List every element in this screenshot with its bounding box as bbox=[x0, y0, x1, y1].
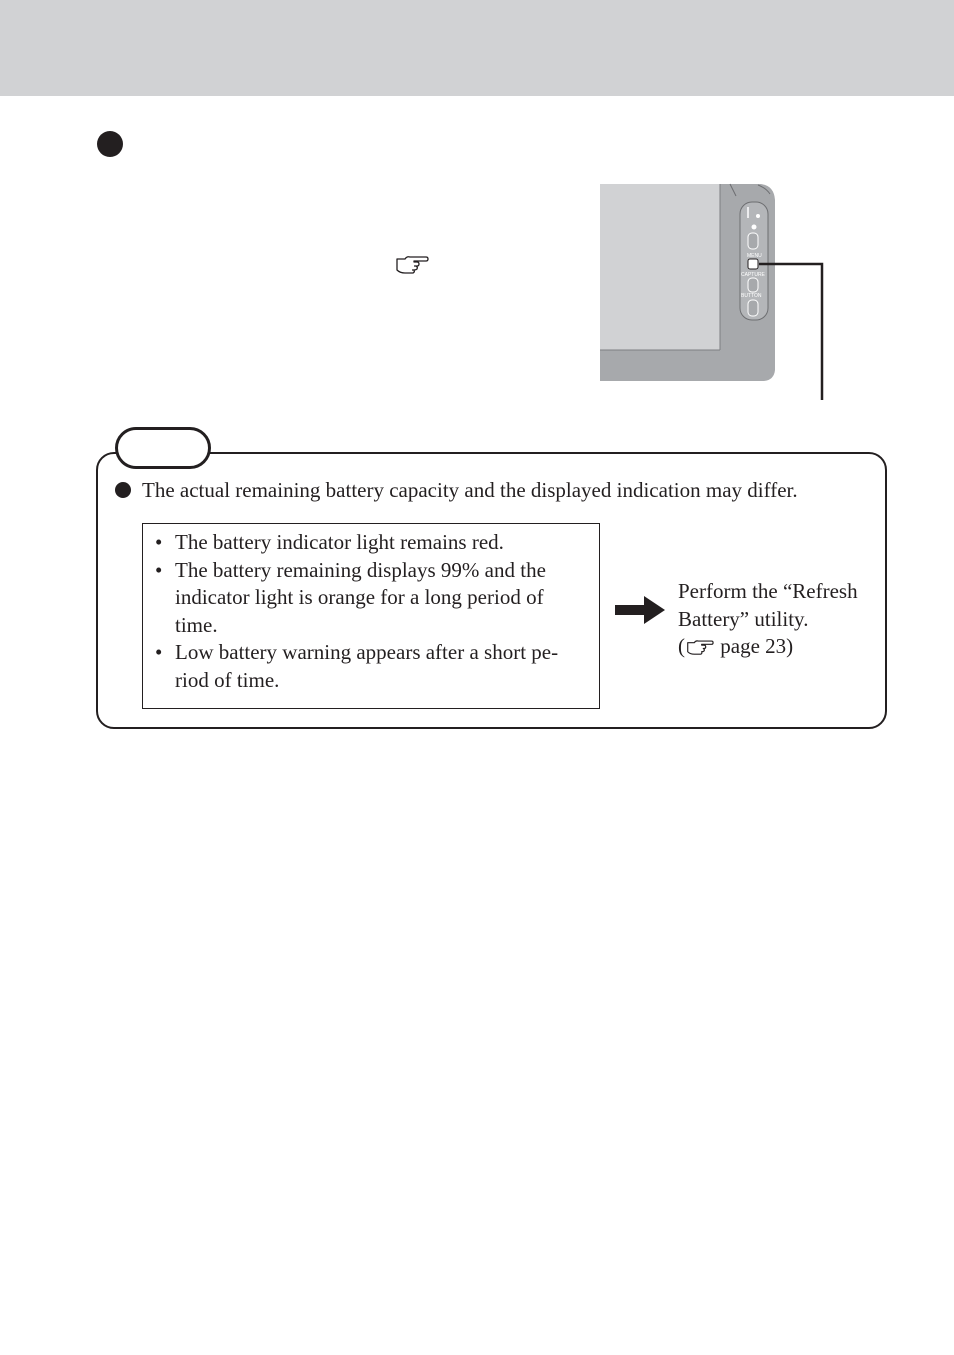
bullet-dot-icon bbox=[115, 482, 131, 498]
bullet-char: • bbox=[155, 640, 163, 664]
action-text bbox=[678, 578, 888, 661]
action-line-2: Battery” utility. bbox=[678, 606, 809, 631]
note-tab bbox=[115, 427, 211, 469]
condition-line: indicator light is orange for a long period of bbox=[175, 585, 544, 609]
action-ref-open: ( bbox=[678, 634, 685, 658]
condition-item bbox=[155, 639, 587, 694]
condition-line: The battery indicator light remains red. bbox=[175, 530, 504, 554]
note-main-text: The actual remaining battery capacity and the displayed indication may differ. bbox=[142, 478, 798, 502]
pointing-hand-icon bbox=[685, 637, 715, 655]
pointing-hand-icon bbox=[395, 252, 429, 274]
condition-line: time. bbox=[175, 612, 218, 637]
tablet-device-illustration bbox=[598, 182, 828, 402]
note-item bbox=[115, 476, 875, 504]
conditions-list bbox=[155, 529, 587, 694]
condition-item bbox=[155, 529, 587, 557]
section-bullet-icon bbox=[97, 131, 123, 157]
right-arrow-icon bbox=[614, 595, 666, 625]
device-capture-label: CAPTURE bbox=[741, 272, 765, 278]
header-band bbox=[0, 0, 954, 96]
action-ref-page: page 23) bbox=[715, 634, 794, 658]
action-line-1: Perform the “Refresh bbox=[678, 579, 858, 603]
device-menu-label: MENU bbox=[747, 253, 762, 259]
bullet-char: • bbox=[155, 530, 163, 554]
bullet-char: • bbox=[155, 557, 163, 582]
conditions-box bbox=[142, 523, 600, 709]
condition-line: The battery remaining displays 99% and the bbox=[175, 557, 546, 582]
condition-line: riod of time. bbox=[175, 667, 280, 692]
condition-line: Low battery warning appears after a short pe- bbox=[175, 640, 559, 664]
action-page-ref bbox=[678, 633, 888, 661]
device-button-label: BUTTON bbox=[741, 293, 762, 299]
condition-item bbox=[155, 557, 587, 640]
